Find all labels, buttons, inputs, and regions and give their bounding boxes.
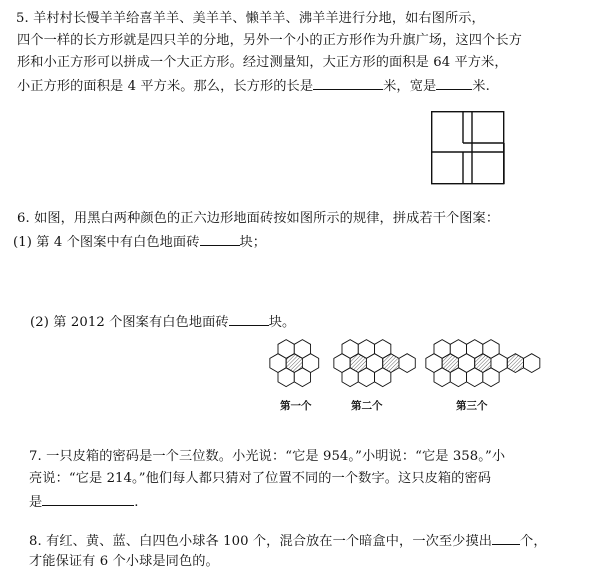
white-hex-tile [278,368,294,387]
white-hex-tile [399,354,415,373]
q6-part-2-end: 块。 [268,315,296,330]
figure-label-1: 第一个 [280,400,312,412]
hexagon-patterns-figure [270,339,536,397]
password-answer-blank[interactable] [42,493,134,506]
white-hex-tile [524,354,540,373]
q5-end-text: 米. [472,79,490,94]
part-1-answer-blank[interactable] [200,233,240,246]
q5-question-text: 小正方形的面积是 4 平方米。那么，长方形的长是 [17,79,314,94]
rectangle-width-blank[interactable] [436,77,472,90]
q7-end-text: . [134,495,139,510]
white-hex-tile [375,368,391,387]
white-hex-tile [467,368,483,387]
q5-line-3: 形和小正方形可以拼成一个大正方形。经过测量知，大正方形的面积是 64 平方米， [17,55,508,70]
white-hex-tile [434,368,450,387]
q7-line-1: 7. 一只皮箱的密码是一个三位数。小光说：“它是 954。”小明说：“它是 358。”小 [29,449,506,464]
white-hex-tile [483,368,499,387]
q5-width-text: 米，宽是 [383,79,437,94]
rectangle-length-blank[interactable] [313,77,383,90]
q7-line-3-text: 是 [29,495,43,510]
q8-line-1-text: 8. 有红、黄、蓝、白四色小球各 100 个，混合放在一个暗盒中，一次至少摸出 [29,534,493,549]
white-hex-tile [358,368,374,387]
square-rectangles-figure [431,111,505,185]
q5-line-4 [17,77,490,95]
figure-label-2: 第二个 [351,400,383,412]
q6-part-2 [30,313,295,331]
balls-answer-blank[interactable] [492,532,520,545]
white-hex-tile [450,368,466,387]
q6-line-1: 6. 如图，用黑白两种颜色的正六边形地面砖按如图所示的规律，拼成若干个图案： [17,211,500,226]
q6-part-2-text: (2) 第 2012 个图案有白色地面砖 [30,315,229,330]
q6-part-1-end: 块； [239,235,267,250]
q6-part-1-text: (1) 第 4 个图案中有白色地面砖 [13,235,200,250]
q5-line-2: 四个一样的长方形就是四只羊的分地，另外一个小的正方形作为升旗广场，这四个长方 [17,33,522,48]
q7-line-2: 亮说：“它是 214。”他们每人都只猜对了位置不同的一个数字。这只皮箱的密码 [29,471,492,486]
q7-line-3 [29,493,139,511]
q8-line-1 [29,532,547,550]
q8-line-2: 才能保证有 6 个小球是同色的。 [29,554,219,569]
white-hex-tile [342,368,358,387]
q8-line-1-end: 个， [520,534,547,549]
white-hex-tile [294,368,310,387]
part-2-answer-blank[interactable] [229,313,269,326]
q5-line-1: 5. 羊村村长慢羊羊给喜羊羊、美羊羊、懒羊羊、沸羊羊进行分地，如右图所示， [16,11,485,26]
figure-label-3: 第三个 [456,400,488,412]
dark-hex-tile [507,354,523,373]
q6-part-1 [13,233,266,251]
